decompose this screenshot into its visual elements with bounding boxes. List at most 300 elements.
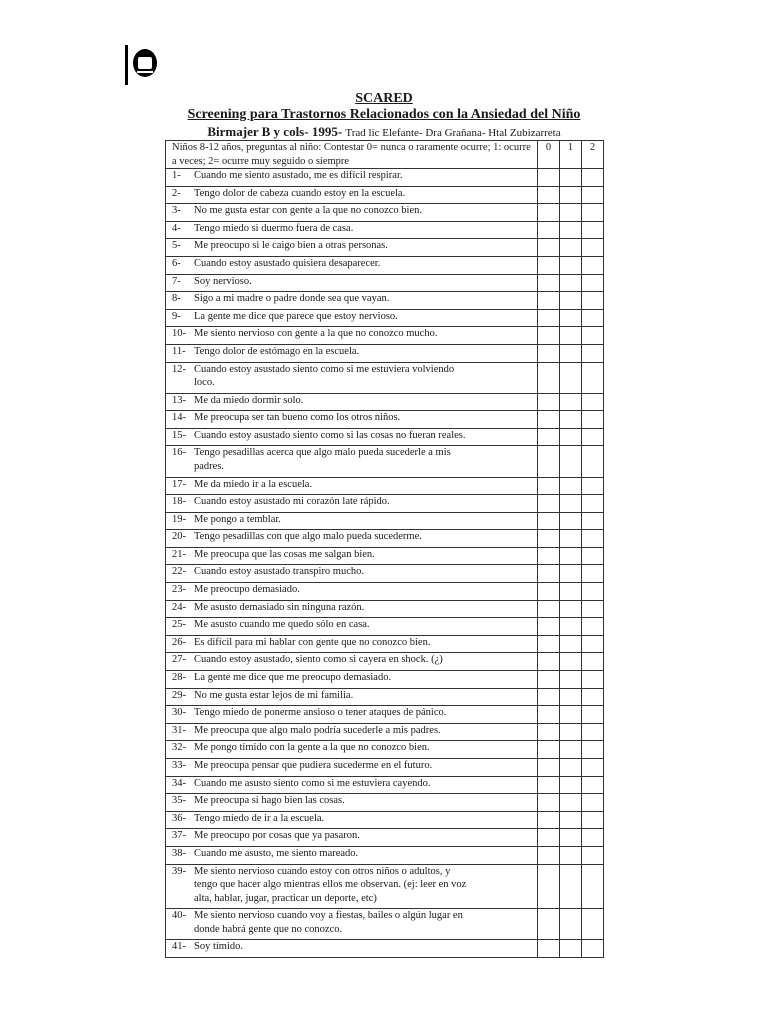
answer-cell-1[interactable] (560, 393, 582, 411)
answer-cell-0[interactable] (538, 309, 560, 327)
answer-cell-0[interactable] (538, 829, 560, 847)
answer-cell-1[interactable] (560, 829, 582, 847)
question-row (166, 530, 604, 548)
question-number: 35- (172, 795, 186, 807)
question-line: Me da miedo ir a la escuela. (194, 478, 313, 490)
question-line: Me asusto demasiado sin ninguna razón. (194, 601, 365, 613)
answer-cell-2[interactable] (582, 940, 604, 958)
translation-credit: Trad lic Elefante- Dra Grañana- Htal Zubizarreta (345, 127, 561, 139)
question-row (166, 362, 604, 393)
answer-cell-2[interactable] (582, 723, 604, 741)
question-number: 8- (172, 293, 181, 305)
answer-cell-0[interactable] (538, 741, 560, 759)
answer-cell-2[interactable] (582, 864, 604, 909)
authors-credit: Birmajer B y cols- 1995- (207, 124, 343, 139)
question-number: 14- (172, 412, 186, 424)
question-row (166, 688, 604, 706)
answer-cell-0[interactable] (538, 794, 560, 812)
question-text (166, 759, 538, 777)
answer-cell-1[interactable] (560, 428, 582, 446)
question-number: 41- (172, 941, 186, 953)
question-line: Tengo dolor de estómago en la escuela. (194, 345, 360, 357)
question-line: Me preocupo por cosas que ya pasaron. (194, 830, 360, 842)
question-number: 1- (172, 170, 181, 181)
question-text (166, 169, 538, 187)
question-row (166, 495, 604, 513)
answer-cell-0[interactable] (538, 477, 560, 495)
answer-cell-1[interactable] (560, 583, 582, 601)
logo-bar (125, 45, 128, 85)
answer-cell-1[interactable] (560, 327, 582, 345)
question-row (166, 344, 604, 362)
question-line: Sigo a mi madre o padre donde sea que vayan. (194, 293, 390, 305)
question-text (166, 909, 538, 940)
answer-cell-2[interactable] (582, 600, 604, 618)
question-line: loco. (194, 377, 215, 389)
answer-cell-0[interactable] (538, 811, 560, 829)
answer-cell-2[interactable] (582, 292, 604, 310)
answer-cell-0[interactable] (538, 274, 560, 292)
answer-cell-0[interactable] (538, 864, 560, 909)
answer-cell-1[interactable] (560, 186, 582, 204)
question-number: 38- (172, 847, 186, 859)
question-row (166, 221, 604, 239)
answer-cell-2[interactable] (582, 327, 604, 345)
question-row (166, 653, 604, 671)
question-row (166, 256, 604, 274)
question-text (166, 864, 538, 909)
answer-cell-1[interactable] (560, 940, 582, 958)
answer-cell-2[interactable] (582, 829, 604, 847)
answer-cell-0[interactable] (538, 706, 560, 724)
answer-cell-0[interactable] (538, 909, 560, 940)
answer-cell-1[interactable] (560, 776, 582, 794)
answer-cell-2[interactable] (582, 477, 604, 495)
answer-cell-2[interactable] (582, 204, 604, 222)
answer-cell-0[interactable] (538, 204, 560, 222)
question-row (166, 239, 604, 257)
question-row (166, 186, 604, 204)
answer-cell-0[interactable] (538, 221, 560, 239)
question-line: Me siento nervioso con gente a la que no conozco mucho. (194, 328, 438, 340)
answer-cell-0[interactable] (538, 327, 560, 345)
answer-cell-1[interactable] (560, 688, 582, 706)
question-text (166, 794, 538, 812)
question-text (166, 362, 538, 393)
question-number: 15- (172, 429, 186, 441)
question-line: Tengo miedo si duermo fuera de casa. (194, 222, 354, 234)
question-row (166, 327, 604, 345)
question-text (166, 530, 538, 548)
question-row (166, 446, 604, 477)
question-line: Me pongo tímido con la gente a la que no conozco bien. (194, 742, 430, 754)
score-header-1: 1 (560, 141, 582, 169)
question-row (166, 759, 604, 777)
question-number: 37- (172, 830, 186, 842)
question-text (166, 186, 538, 204)
question-line: Tengo miedo de ir a la escuela. (194, 812, 325, 824)
question-text (166, 811, 538, 829)
answer-cell-1[interactable] (560, 411, 582, 429)
question-text (166, 940, 538, 958)
answer-cell-1[interactable] (560, 344, 582, 362)
answer-cell-1[interactable] (560, 512, 582, 530)
question-number: 26- (172, 636, 186, 648)
answer-cell-1[interactable] (560, 239, 582, 257)
question-text (166, 221, 538, 239)
question-line: Me siento nervioso cuando voy a fiestas, bailes o algún lugar en (194, 910, 463, 922)
question-row (166, 547, 604, 565)
answer-cell-1[interactable] (560, 671, 582, 689)
question-row (166, 846, 604, 864)
question-line: Cuando estoy asustado siento como si me estuviera volviendo (194, 363, 455, 375)
answer-cell-2[interactable] (582, 344, 604, 362)
question-row (166, 706, 604, 724)
question-row (166, 829, 604, 847)
answer-cell-0[interactable] (538, 547, 560, 565)
question-number: 30- (172, 707, 186, 719)
answer-cell-1[interactable] (560, 846, 582, 864)
question-number: 13- (172, 394, 186, 406)
question-row (166, 204, 604, 222)
institution-logo (125, 45, 157, 85)
answer-cell-0[interactable] (538, 723, 560, 741)
question-row (166, 600, 604, 618)
answer-cell-0[interactable] (538, 362, 560, 393)
answer-cell-0[interactable] (538, 635, 560, 653)
question-line: No me gusta estar lejos de mi familia. (194, 689, 354, 701)
authors-line (0, 124, 768, 140)
question-number: 39- (172, 865, 186, 877)
answer-cell-2[interactable] (582, 428, 604, 446)
question-text (166, 411, 538, 429)
question-number: 17- (172, 478, 186, 490)
answer-cell-0[interactable] (538, 600, 560, 618)
answer-cell-2[interactable] (582, 547, 604, 565)
question-line: Cuando estoy asustado siento como si las cosas no fueran reales. (194, 429, 466, 441)
question-line: Es difícil para mi hablar con gente que no conozco bien. (194, 636, 431, 648)
question-text (166, 428, 538, 446)
question-line: La gente me dice que parece que estoy nervioso. (194, 310, 398, 322)
question-number: 25- (172, 619, 186, 631)
question-text (166, 495, 538, 513)
question-row (166, 811, 604, 829)
answer-cell-1[interactable] (560, 446, 582, 477)
answer-cell-0[interactable] (538, 169, 560, 187)
question-text (166, 723, 538, 741)
answer-cell-0[interactable] (538, 618, 560, 636)
question-line: Soy nervioso. (194, 275, 252, 287)
answer-cell-1[interactable] (560, 530, 582, 548)
question-row (166, 671, 604, 689)
answer-cell-2[interactable] (582, 274, 604, 292)
question-text (166, 583, 538, 601)
answer-cell-2[interactable] (582, 256, 604, 274)
question-text (166, 688, 538, 706)
question-number: 6- (172, 257, 181, 269)
question-line: Cuando me siento asustado, me es difícil respirar. (194, 170, 403, 181)
question-row (166, 477, 604, 495)
answer-cell-1[interactable] (560, 547, 582, 565)
answer-cell-2[interactable] (582, 583, 604, 601)
question-number: 22- (172, 566, 186, 578)
question-line: alta, hablar, jugar, practicar un deporte, etc) (194, 892, 377, 904)
question-number: 36- (172, 812, 186, 824)
answer-cell-0[interactable] (538, 292, 560, 310)
question-line: Me siento nervioso cuando estoy con otros niños o adultos, y (194, 865, 451, 877)
answer-cell-0[interactable] (538, 186, 560, 204)
question-row (166, 428, 604, 446)
question-line: tengo que hacer algo mientras ellos me observan. (ej: leer en voz (194, 879, 467, 891)
question-number: 23- (172, 584, 186, 596)
header-row (166, 141, 604, 169)
question-line: Me preocupo si le caigo bien a otras personas. (194, 240, 388, 252)
answer-cell-1[interactable] (560, 292, 582, 310)
answer-cell-1[interactable] (560, 362, 582, 393)
answer-cell-2[interactable] (582, 495, 604, 513)
answer-cell-1[interactable] (560, 221, 582, 239)
question-text (166, 565, 538, 583)
seal-icon (133, 49, 157, 77)
question-line: Me preocupa ser tan bueno como los otros niños. (194, 412, 401, 424)
answer-cell-2[interactable] (582, 239, 604, 257)
answer-cell-1[interactable] (560, 204, 582, 222)
document-title: SCARED (355, 91, 413, 106)
answer-cell-1[interactable] (560, 864, 582, 909)
question-row (166, 393, 604, 411)
question-text (166, 239, 538, 257)
question-number: 28- (172, 672, 186, 684)
question-number: 12- (172, 363, 186, 375)
answer-cell-2[interactable] (582, 635, 604, 653)
question-number: 3- (172, 205, 181, 217)
question-row (166, 864, 604, 909)
question-number: 29- (172, 689, 186, 701)
answer-cell-2[interactable] (582, 530, 604, 548)
answer-cell-1[interactable] (560, 565, 582, 583)
question-row (166, 794, 604, 812)
answer-cell-2[interactable] (582, 411, 604, 429)
question-row (166, 583, 604, 601)
answer-cell-0[interactable] (538, 411, 560, 429)
answer-cell-0[interactable] (538, 344, 560, 362)
question-text (166, 547, 538, 565)
answer-cell-2[interactable] (582, 671, 604, 689)
question-line: padres. (194, 460, 225, 472)
answer-cell-1[interactable] (560, 600, 582, 618)
answer-cell-1[interactable] (560, 618, 582, 636)
question-number: 20- (172, 531, 186, 543)
answer-cell-0[interactable] (538, 940, 560, 958)
question-text (166, 671, 538, 689)
question-text (166, 829, 538, 847)
answer-cell-2[interactable] (582, 741, 604, 759)
question-row (166, 565, 604, 583)
question-number: 9- (172, 310, 181, 322)
question-number: 40- (172, 910, 186, 922)
question-number: 18- (172, 496, 186, 508)
answer-cell-2[interactable] (582, 362, 604, 393)
answer-cell-0[interactable] (538, 239, 560, 257)
answer-cell-2[interactable] (582, 393, 604, 411)
question-text (166, 618, 538, 636)
answer-cell-0[interactable] (538, 446, 560, 477)
question-line: Me preocupa que las cosas me salgan bien. (194, 548, 375, 560)
question-number: 7- (172, 275, 181, 287)
question-number: 31- (172, 724, 186, 736)
answer-cell-0[interactable] (538, 776, 560, 794)
question-line: Soy tímido. (194, 941, 244, 953)
question-line: Tengo pesadillas acerca que algo malo pueda sucederle a mis (194, 447, 451, 459)
answer-cell-1[interactable] (560, 256, 582, 274)
question-number: 19- (172, 513, 186, 525)
question-number: 21- (172, 548, 186, 560)
question-text (166, 846, 538, 864)
question-row (166, 940, 604, 958)
question-line: Cuando estoy asustado transpiro mucho. (194, 566, 365, 578)
question-text (166, 292, 538, 310)
question-text (166, 653, 538, 671)
answer-cell-2[interactable] (582, 186, 604, 204)
question-line: Tengo dolor de cabeza cuando estoy en la escuela. (194, 187, 406, 199)
question-row (166, 169, 604, 187)
answer-cell-2[interactable] (582, 794, 604, 812)
question-row (166, 411, 604, 429)
question-text (166, 344, 538, 362)
answer-cell-2[interactable] (582, 688, 604, 706)
question-text (166, 741, 538, 759)
question-number: 5- (172, 240, 181, 252)
questionnaire-table (165, 140, 604, 958)
question-line: No me gusta estar con gente a la que no conozco bien. (194, 205, 423, 217)
question-row (166, 723, 604, 741)
question-row (166, 309, 604, 327)
answer-cell-0[interactable] (538, 428, 560, 446)
answer-cell-0[interactable] (538, 688, 560, 706)
answer-cell-2[interactable] (582, 565, 604, 583)
question-number: 4- (172, 222, 181, 234)
question-line: Cuando estoy asustado mi corazón late rápido. (194, 496, 390, 508)
answer-cell-1[interactable] (560, 653, 582, 671)
question-row (166, 635, 604, 653)
question-number: 33- (172, 760, 186, 771)
question-text (166, 512, 538, 530)
question-row (166, 618, 604, 636)
question-line: Cuando estoy asustado quisiera desaparecer. (194, 257, 381, 269)
question-line: Me preocupa pensar que pudiera sucederme en el futuro. (194, 760, 433, 771)
question-line: Me da miedo dormir solo. (194, 394, 304, 406)
question-number: 16- (172, 447, 186, 459)
question-line: Me asusto cuando me quedo sólo en casa. (194, 619, 370, 631)
question-row (166, 274, 604, 292)
question-text (166, 274, 538, 292)
answer-cell-1[interactable] (560, 495, 582, 513)
answer-cell-1[interactable] (560, 811, 582, 829)
question-text (166, 477, 538, 495)
question-text (166, 309, 538, 327)
answer-cell-1[interactable] (560, 759, 582, 777)
question-text (166, 635, 538, 653)
answer-cell-2[interactable] (582, 653, 604, 671)
question-number: 32- (172, 742, 186, 754)
question-number: 2- (172, 187, 181, 199)
question-text (166, 204, 538, 222)
answer-cell-1[interactable] (560, 274, 582, 292)
question-text (166, 446, 538, 477)
answer-cell-0[interactable] (538, 759, 560, 777)
answer-cell-1[interactable] (560, 723, 582, 741)
question-text (166, 600, 538, 618)
question-text (166, 256, 538, 274)
answer-cell-0[interactable] (538, 583, 560, 601)
question-text (166, 327, 538, 345)
answer-cell-0[interactable] (538, 530, 560, 548)
answer-cell-1[interactable] (560, 741, 582, 759)
answer-cell-2[interactable] (582, 309, 604, 327)
answer-cell-2[interactable] (582, 169, 604, 187)
answer-cell-0[interactable] (538, 671, 560, 689)
answer-cell-0[interactable] (538, 256, 560, 274)
answer-cell-1[interactable] (560, 477, 582, 495)
question-line: Me preocupa si hago bien las cosas. (194, 795, 345, 807)
question-row (166, 512, 604, 530)
answer-cell-1[interactable] (560, 706, 582, 724)
answer-cell-2[interactable] (582, 776, 604, 794)
question-line: Tengo pesadillas con que algo malo pueda sucederme. (194, 531, 422, 543)
question-number: 24- (172, 601, 186, 613)
answer-cell-1[interactable] (560, 309, 582, 327)
answer-cell-2[interactable] (582, 221, 604, 239)
document-subtitle: Screening para Trastornos Relacionados con la Ansiedad del Niño (187, 107, 581, 122)
question-line: donde habrá gente que no conozco. (194, 923, 343, 935)
question-line: Me preocupa que algo malo podría sucederle a mis padres. (194, 724, 441, 736)
answer-cell-1[interactable] (560, 169, 582, 187)
answer-cell-1[interactable] (560, 909, 582, 940)
answer-cell-0[interactable] (538, 393, 560, 411)
answer-cell-2[interactable] (582, 811, 604, 829)
answer-cell-2[interactable] (582, 512, 604, 530)
answer-cell-0[interactable] (538, 495, 560, 513)
question-row (166, 909, 604, 940)
answer-cell-0[interactable] (538, 846, 560, 864)
answer-cell-0[interactable] (538, 512, 560, 530)
question-line: Cuando estoy asustado, siento como si cayera en shock. (¿) (194, 654, 443, 666)
question-line: Tengo miedo de ponerme ansioso o tener ataques de pánico. (194, 707, 447, 719)
instructions-text: Niños 8-12 años, preguntas al niño: Contestar 0= nunca o raramente ocurre; 1: ocurre a veces; 2= ocurre muy seguido o siempre (166, 141, 538, 169)
answer-cell-2[interactable] (582, 846, 604, 864)
answer-cell-2[interactable] (582, 759, 604, 777)
question-line: Me pongo a temblar. (194, 513, 281, 525)
answer-cell-2[interactable] (582, 706, 604, 724)
answer-cell-2[interactable] (582, 446, 604, 477)
answer-cell-2[interactable] (582, 909, 604, 940)
question-line: La gente me dice que me preocupo demasiado. (194, 672, 392, 684)
question-row (166, 292, 604, 310)
question-line: Cuando me asusto, me siento mareado. (194, 847, 359, 859)
question-text (166, 776, 538, 794)
question-number: 10- (172, 328, 186, 340)
question-row (166, 776, 604, 794)
question-line: Me preocupo demasiado. (194, 584, 300, 596)
answer-cell-0[interactable] (538, 653, 560, 671)
answer-cell-1[interactable] (560, 794, 582, 812)
answer-cell-0[interactable] (538, 565, 560, 583)
answer-cell-2[interactable] (582, 618, 604, 636)
score-header-0: 0 (538, 141, 560, 169)
answer-cell-1[interactable] (560, 635, 582, 653)
question-number: 11- (172, 345, 186, 357)
question-row (166, 741, 604, 759)
